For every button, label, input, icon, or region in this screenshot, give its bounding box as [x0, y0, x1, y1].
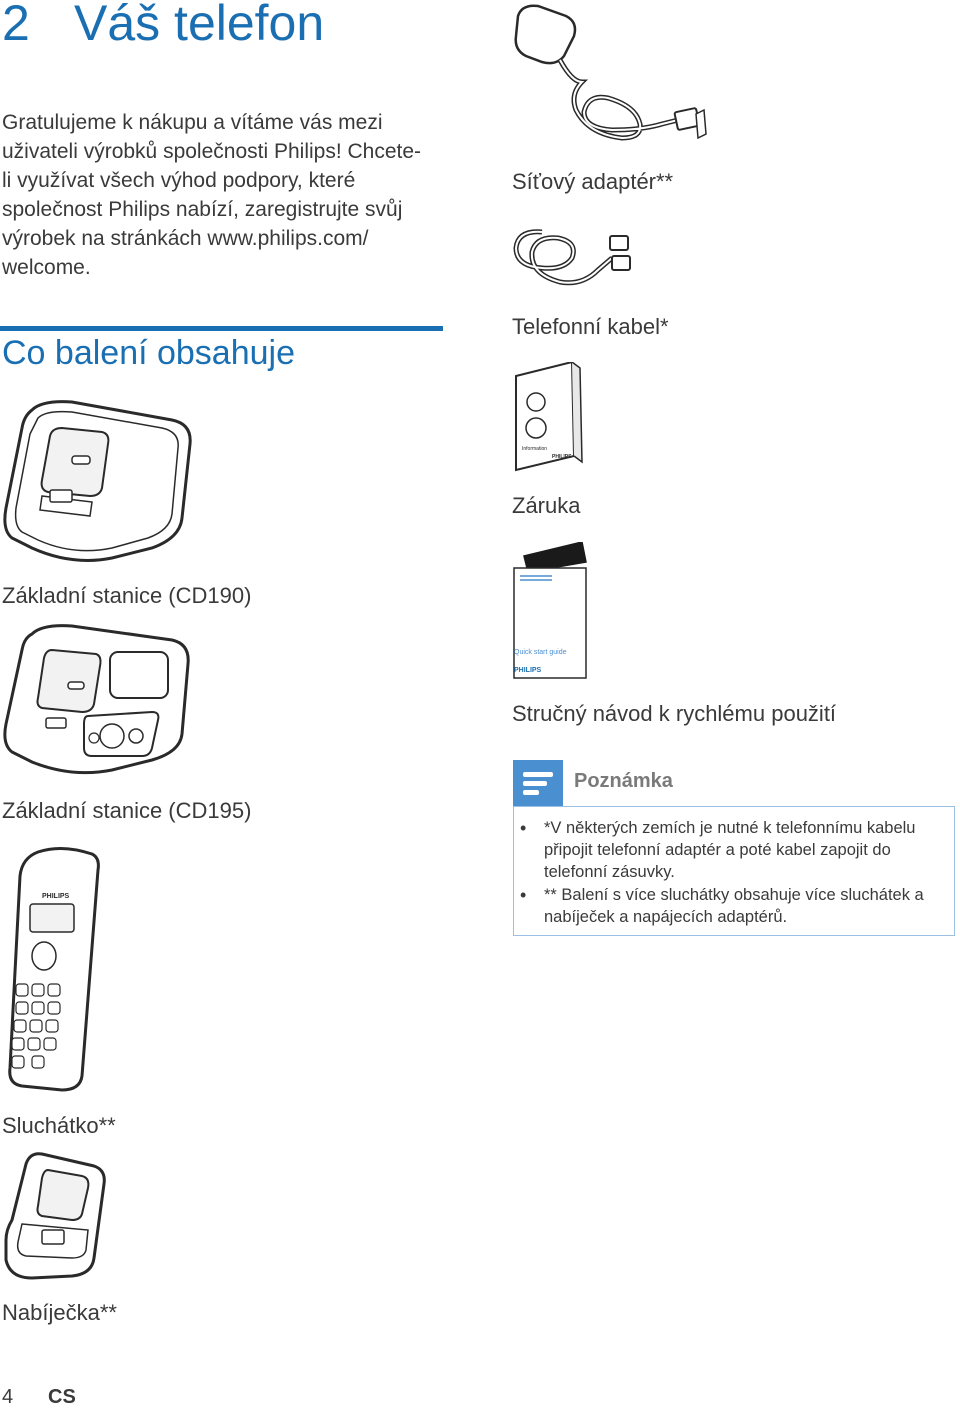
charger-illustration	[2, 1150, 108, 1282]
note-item: • *V některých zemích je nutné k telefonnímu kabelu připojit telefonní adaptér a poté kabel zapojit do telefonní zásuvky.	[544, 817, 939, 883]
caption-handset: Sluchátko**	[2, 1113, 116, 1138]
quick-start-guide-illustration	[512, 542, 590, 682]
warranty-brand-label: PHILIPS	[552, 454, 572, 460]
caption-base-cd195: Základní stanice (CD195)	[2, 798, 252, 823]
note-title: Poznámka	[574, 770, 673, 792]
caption-adapter: Síťový adaptér**	[512, 169, 674, 194]
base-station-cd195-illustration	[2, 624, 190, 776]
note-item: • ** Balení s více sluchátky obsahuje více sluchátek a nabíječek a napájecích adaptérů.	[544, 884, 939, 928]
caption-warranty: Záruka	[512, 493, 581, 518]
warranty-booklet-illustration	[512, 362, 584, 474]
phone-cable-illustration	[512, 222, 636, 296]
page-number: 4	[2, 1386, 14, 1408]
caption-quick-guide: Stručný návod k rychlému použití	[512, 701, 837, 726]
section-title: Co balení obsahuje	[2, 334, 296, 372]
language-code: CS	[48, 1386, 76, 1408]
note-icon	[513, 760, 563, 806]
guide-title-label: Quick start guide	[514, 649, 567, 656]
chapter-title: Váš telefon	[74, 0, 325, 51]
base-station-cd190-illustration	[2, 398, 194, 564]
chapter-number: 2	[2, 0, 30, 51]
caption-phone-cable: Telefonní kabel*	[512, 314, 669, 339]
guide-brand-label: PHILIPS	[514, 667, 542, 674]
caption-charger: Nabíječka**	[2, 1300, 117, 1325]
section-divider	[0, 326, 443, 331]
warranty-info-label: Information	[522, 446, 548, 452]
power-adapter-illustration	[512, 2, 708, 152]
caption-base-cd190: Základní stanice (CD190)	[2, 583, 252, 608]
handset-brand-label: PHILIPS	[42, 893, 70, 900]
intro-paragraph: Gratulujeme k nákupu a vítáme vás mezi uživateli výrobků společnosti Philips! Chcete-li využívat všech výhod podpory, které společnost Philips nabízí, zaregistrujte svůj výrobek na stránkách www.philips.com/ welcome.	[2, 111, 422, 279]
note-box	[513, 806, 955, 936]
handset-illustration	[2, 846, 102, 1094]
